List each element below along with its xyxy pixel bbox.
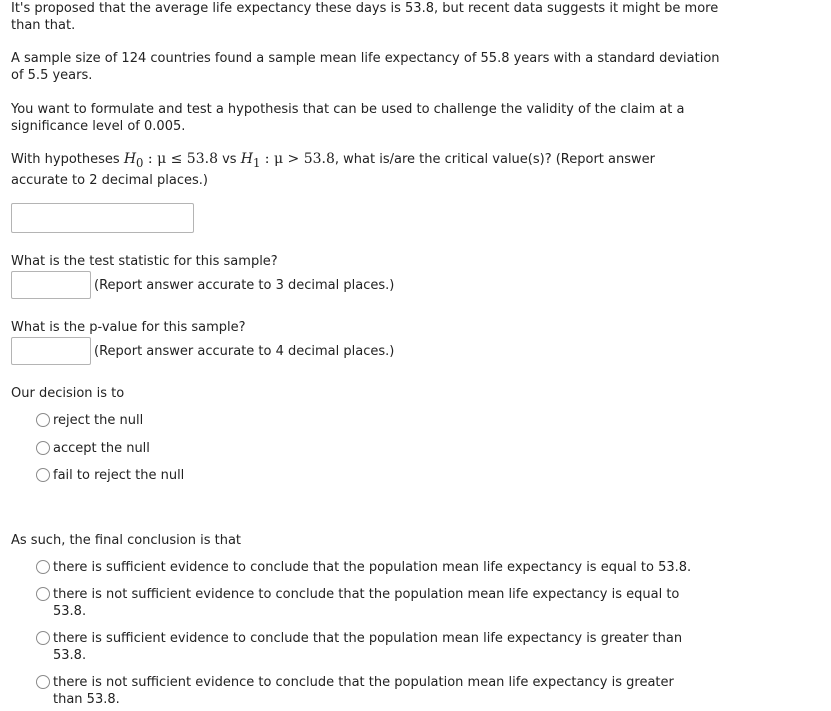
option-label: there is not sufficient evidence to conclude that the population mean life expectancy is greater than 53.8. [53, 675, 674, 707]
critical-value-question [11, 151, 671, 189]
decision-label: Our decision is to [11, 386, 125, 401]
decision-option-fail-to-reject[interactable] [36, 467, 184, 484]
conclusion-label: As such, the final conclusion is that [11, 533, 242, 548]
option-label: accept the null [53, 441, 150, 456]
conclusion-option-1[interactable] [36, 559, 703, 576]
question-suffix: , what is/are the critical value(s)? (Report answer accurate to 2 decimal places.) [11, 152, 655, 188]
conclusion-option-4[interactable] [36, 674, 703, 708]
intro-text: It's proposed that the average life expectancy these days is 53.8, but recent data suggests it might be more than that. [11, 1, 719, 33]
conclusion-option-2[interactable] [36, 586, 703, 620]
radio-button[interactable] [36, 631, 50, 645]
vs-text: vs [217, 152, 241, 167]
radio-button[interactable] [36, 560, 50, 574]
null-hypothesis: $H_0$ : μ ≤ 53.8 [123, 151, 218, 170]
test-statistic-note: (Report answer accurate to 3 decimal places.) [94, 278, 395, 293]
decision-option-accept[interactable] [36, 440, 150, 457]
option-label: reject the null [53, 413, 144, 428]
radio-button[interactable] [36, 441, 50, 455]
option-label: fail to reject the null [53, 468, 185, 483]
radio-button[interactable] [36, 675, 50, 689]
critical-value-input[interactable] [11, 203, 194, 233]
test-statistic-label: What is the test statistic for this sample? [11, 254, 278, 269]
decision-option-reject[interactable] [36, 412, 143, 429]
conclusion-option-3[interactable] [36, 630, 703, 664]
test-statistic-input[interactable] [11, 271, 91, 299]
radio-button[interactable] [36, 413, 50, 427]
alternative-hypothesis: $H_1$ : μ > 53.8 [240, 151, 335, 170]
option-label: there is sufficient evidence to conclude that the population mean life expectancy is greater than 53.8. [53, 631, 683, 663]
p-value-note: (Report answer accurate to 4 decimal places.) [94, 344, 395, 359]
option-label: there is sufficient evidence to conclude that the population mean life expectancy is equal to 53.8. [53, 560, 692, 575]
p-value-label: What is the p-value for this sample? [11, 320, 246, 335]
task-text: You want to formulate and test a hypothesis that can be used to challenge the validity of the claim at a significance level of 0.005. [11, 102, 685, 134]
radio-button[interactable] [36, 587, 50, 601]
sample-info-text: A sample size of 124 countries found a sample mean life expectancy of 55.8 years with a standard deviation of 5.5 years. [11, 51, 720, 83]
radio-button[interactable] [36, 468, 50, 482]
option-label: there is not sufficient evidence to conclude that the population mean life expectancy is equal to 53.8. [53, 587, 680, 619]
p-value-input[interactable] [11, 337, 91, 365]
question-prefix: With hypotheses [11, 152, 124, 167]
